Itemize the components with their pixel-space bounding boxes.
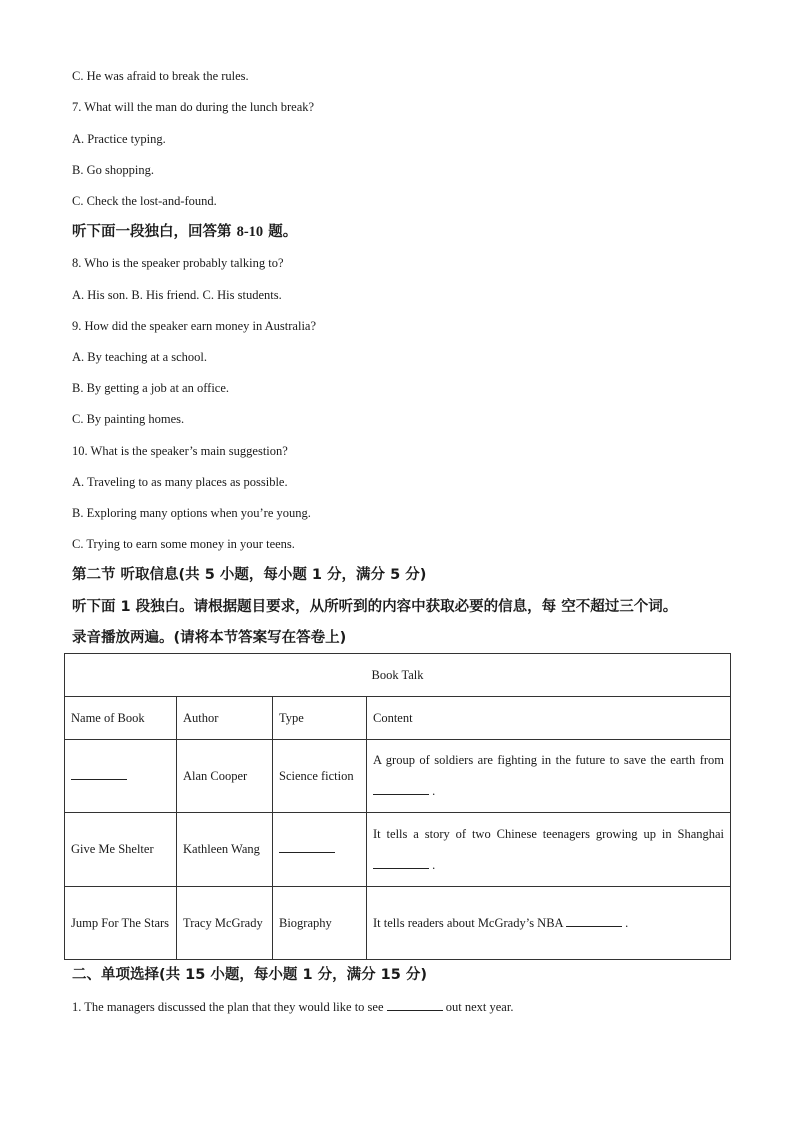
answer-blank: [71, 767, 127, 780]
monologue-heading-range: 8-10: [236, 224, 264, 240]
question-8: 8. Who is the speaker probably talking to?: [72, 256, 284, 270]
table-row: [65, 740, 731, 813]
question-10-option-a: A. Traveling to as many places as possible.: [72, 475, 288, 489]
question-10: 10. What is the speaker’s main suggestion?: [72, 444, 288, 458]
row2-content: [367, 813, 731, 887]
question-9: 9. How did the speaker earn money in Australia?: [72, 319, 317, 333]
row2-content-end: .: [429, 857, 436, 872]
blank-type: [273, 813, 367, 887]
monologue-heading-post: 题。: [263, 224, 298, 240]
row2-author: Kathleen Wang: [177, 813, 273, 887]
row3-content-text: It tells readers about McGrady’s NBA: [373, 915, 567, 930]
question-7: 7. What will the man do during the lunch break?: [72, 100, 315, 114]
row3-type: Biography: [273, 887, 367, 960]
row2-content-text: It tells a story of two Chinese teenagers growing up in Shanghai: [373, 826, 725, 841]
row3-content-end: .: [622, 915, 629, 930]
row3-content: [367, 887, 731, 960]
answer-blank: [566, 914, 622, 927]
header-type: Type: [273, 697, 367, 740]
monologue-heading-pre: 听下面一段独白，回答第: [72, 224, 237, 240]
row1-content-end: .: [429, 784, 436, 798]
header-content: Content: [367, 697, 731, 740]
section-2-heading: 第二节 听取信息(共 5 小题，每小题 1 分，满分 5 分): [72, 567, 427, 583]
row1-type: Science fiction: [273, 740, 367, 813]
section-2-instructions: 听下面 1 段独白。请根据题目要求，从所听到的内容中获取必要的信息，每 空不超过三个词。: [72, 599, 678, 615]
question-7-option-b: B. Go shopping.: [72, 163, 154, 177]
answer-blank: [387, 998, 443, 1011]
row1-content: [367, 740, 731, 813]
table-row: [65, 887, 731, 960]
row2-name: Give Me Shelter: [65, 813, 177, 887]
question-10-option-c: C. Trying to earn some money in your teens.: [72, 537, 295, 551]
blank-book-name: [65, 740, 177, 813]
mc-question-1: [72, 998, 513, 1015]
question-6-option-c: C. He was afraid to break the rules.: [72, 69, 249, 83]
table-row: [65, 813, 731, 887]
monologue-heading: [72, 223, 297, 241]
question-9-option-b: B. By getting a job at an office.: [72, 381, 230, 395]
question-10-option-b: B. Exploring many options when you’re young.: [72, 506, 311, 520]
section-2-instructions-cont: 录音播放两遍。(请将本节答案写在答卷上): [72, 630, 347, 646]
mc-question-1-text: 1. The managers discussed the plan that they would like to see: [72, 1000, 387, 1014]
mc-question-1-end: out next year.: [442, 1000, 514, 1014]
row3-name: Jump For The Stars: [65, 887, 177, 960]
question-7-option-a: A. Practice typing.: [72, 132, 166, 146]
header-name-of-book: Name of Book: [65, 697, 177, 740]
answer-blank: [279, 840, 335, 853]
row3-author: Tracy McGrady: [177, 887, 273, 960]
answer-blank: [373, 856, 429, 869]
question-9-option-c: C. By painting homes.: [72, 412, 185, 426]
question-7-option-c: C. Check the lost-and-found.: [72, 194, 217, 208]
table-title: Book Talk: [65, 654, 731, 697]
part-2-heading: 二、单项选择(共 15 小题，每小题 1 分，满分 15 分): [72, 967, 427, 983]
header-author: Author: [177, 697, 273, 740]
question-9-option-a: A. By teaching at a school.: [72, 350, 208, 364]
row1-content-text: A group of soldiers are fighting in the future to save the earth from: [373, 753, 725, 767]
question-8-options: A. His son. B. His friend. C. His students.: [72, 288, 282, 302]
book-talk-table: [64, 653, 731, 960]
answer-blank: [373, 782, 429, 795]
row1-author: Alan Cooper: [177, 740, 273, 813]
